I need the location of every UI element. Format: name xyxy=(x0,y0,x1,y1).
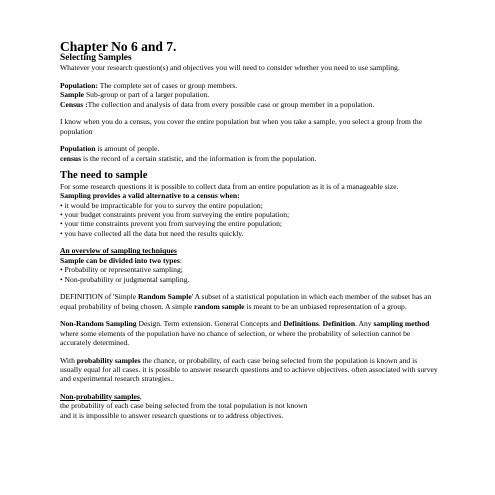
bullet-item: • your time constraints prevent you from surveying the entire population; xyxy=(60,219,282,229)
sample-text: Sub-group or part of a larger population. xyxy=(84,90,210,100)
need-to-sample-heading: The need to sample xyxy=(60,170,148,182)
def-post: is meant to be an unbiased representation of a group. xyxy=(244,301,407,311)
census-term: Census : xyxy=(60,99,88,109)
nr-post: where some elements of the population have no chance of selection, or where the probability of selection cannot be accurately determined. xyxy=(60,328,411,347)
census-statistic-note xyxy=(60,154,438,163)
census-text: The collection and analysis of data from every possible case or group member in a population. xyxy=(87,99,375,109)
type-item: • Probability or representative sampling; xyxy=(60,265,183,275)
bullet-item: • it would be impracticable for you to survey the entire population; xyxy=(60,200,263,210)
intro-paragraph: Whatever your research question(s) and objectives you will need to consider whether you need to use sampling. xyxy=(60,63,400,73)
nr-definition: Definition xyxy=(322,319,356,329)
type-item: • Non-probability or judgmental sampling. xyxy=(60,274,190,284)
divided-heading xyxy=(60,256,438,265)
need-to-sample-text: For some research questions it is possible to collect data from an entire population as it is of a manageable size. xyxy=(60,181,399,191)
random-sample-term2: random sample xyxy=(194,301,245,311)
nr-dot: . xyxy=(318,319,323,329)
nr-definitions: Definitions xyxy=(283,319,319,329)
sample-term: Sample xyxy=(60,90,85,100)
pw-pre: With xyxy=(60,355,77,365)
random-sample-term: Random Sample xyxy=(137,292,192,302)
bullet-item: • your budget constraints prevent you from surveying the entire population; xyxy=(60,209,290,219)
overview-heading: An overview of sampling techniques xyxy=(60,246,177,256)
non-random-term: Non-Random Sampling xyxy=(60,319,137,329)
non-probability-line: the probability of each case being selected from the total population is not known xyxy=(60,401,308,411)
nr-mid2: . Any xyxy=(355,319,374,329)
divided-colon: : xyxy=(179,255,182,265)
non-probability-term: Non-probability samples xyxy=(60,391,140,401)
census-note-term: census xyxy=(60,153,82,163)
def-pre: DEFINITION of 'Simple xyxy=(60,292,138,302)
sample-definition xyxy=(60,90,438,99)
population-definition xyxy=(60,81,438,90)
population-note xyxy=(60,144,438,153)
census-note: I know when you do a census, you cover the entire population but when you take a sample, you select a group from the population xyxy=(60,117,423,136)
pw-post: the chance, or probability, of each case being selected from the population is known and is usually equal for all cases. it is possible to answer research questions and to achieve objectives. often associated with survey and experimental research strategies.. xyxy=(60,355,438,384)
def-mid: ' A subset of a statistical population in which each member of the subset has an equal probability of being chosen. A simple xyxy=(60,292,432,311)
probability-samples-paragraph xyxy=(60,356,438,384)
population-text: The complete set of cases or group members. xyxy=(97,80,238,90)
population-note-term: Population xyxy=(60,144,96,154)
divided-text: Sample can be divided into two types xyxy=(60,255,180,265)
census-definition xyxy=(60,100,438,109)
census-note-text: is the record of a certain statistic, and the information is from the population. xyxy=(81,153,317,163)
non-probability-heading xyxy=(60,392,438,401)
bullet-item: • you have collected all the data but need the results quickly. xyxy=(60,228,244,238)
non-probability-line: and it is impossible to answer research questions or to address objectives. xyxy=(60,410,284,420)
chapter-title: Chapter No 6 and 7. xyxy=(60,39,177,54)
population-note-text: is amount of people. xyxy=(95,144,160,154)
population-term: Population: xyxy=(60,80,98,90)
section-title: Selecting Samples xyxy=(60,52,132,63)
probability-samples-term: probability samples xyxy=(76,355,141,365)
nr-mid: Design. Term extension. General Concepts and xyxy=(136,319,284,329)
non-random-sampling-definition xyxy=(60,319,438,347)
valid-alternative-heading: Sampling provides a valid alternative to a census when: xyxy=(60,191,240,201)
np-comma: , xyxy=(139,391,142,401)
nr-sampling-method: sampling method xyxy=(373,319,430,329)
document-content xyxy=(60,40,438,420)
random-sample-definition xyxy=(60,292,438,311)
